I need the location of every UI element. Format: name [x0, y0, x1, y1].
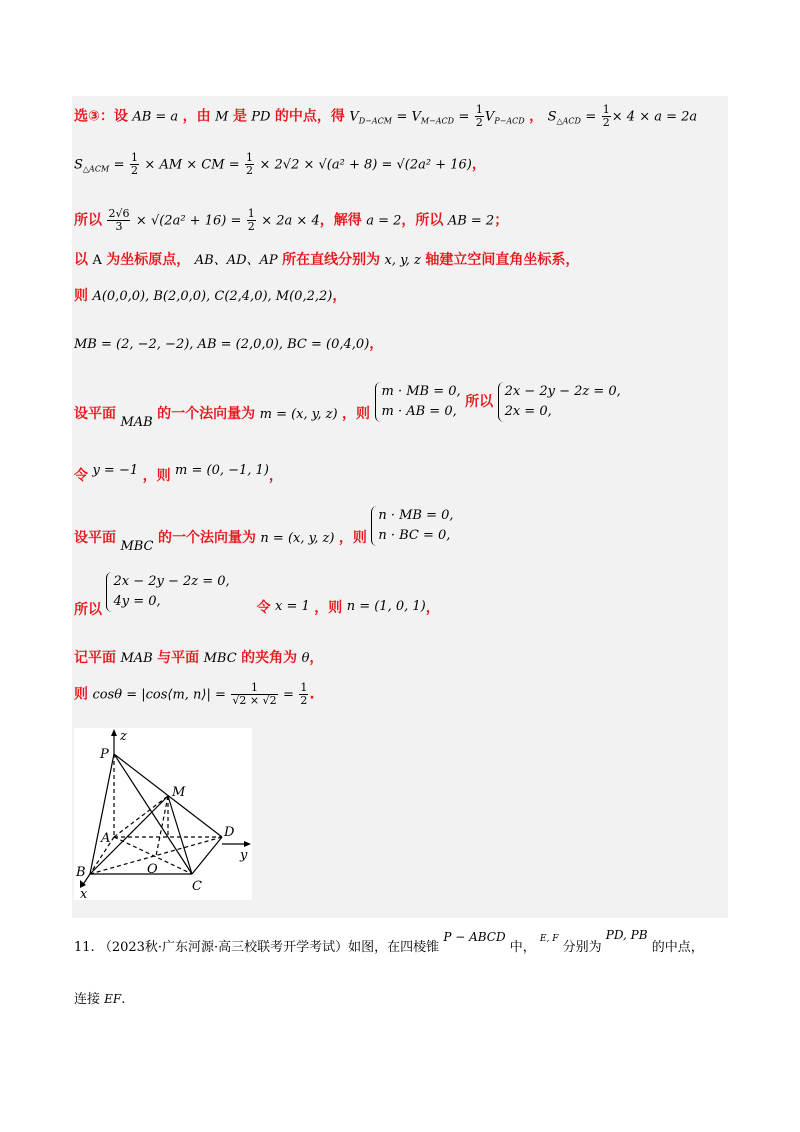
- question-number: 11.: [74, 940, 95, 955]
- solution-line-8: [74, 460, 283, 484]
- solution-line-9: [74, 506, 454, 554]
- fraction: $\frac{1}{2}$: [602, 103, 610, 129]
- math: × 4 × a = 2a: [611, 109, 698, 125]
- edge-CD: [192, 837, 222, 874]
- text: ；: [494, 212, 509, 229]
- solution-line-1: [74, 104, 697, 132]
- question-11-line-2: [74, 988, 125, 1007]
- question-source: （2023秋·广东河源·高三校联考开学考试）如图，在四棱锥: [98, 940, 440, 955]
- text: 的一个法向量为: [157, 530, 256, 546]
- text: 则: [74, 288, 88, 304]
- label-D: D: [224, 825, 235, 840]
- math: cosθ = |cos⟨m, n⟩| =: [92, 687, 226, 703]
- text: 连接: [74, 992, 101, 1007]
- solution-line-12: [74, 682, 315, 707]
- math: =: [283, 687, 294, 703]
- text: ，: [529, 108, 544, 125]
- math: x, y, z: [384, 253, 421, 268]
- math: P − ABCD: [443, 930, 506, 944]
- math: A: [92, 253, 102, 268]
- math: × 2√2 × √(a² + 8) = √(2a² + 16): [259, 157, 472, 173]
- edge-AM: [114, 796, 168, 837]
- math-sub: △ACD: [556, 116, 581, 126]
- fraction: $\frac{1}{2}$: [246, 151, 254, 177]
- math: m = (x, y, z): [259, 407, 338, 422]
- text: 令: [74, 468, 88, 484]
- math: × 2a × 4: [261, 213, 320, 229]
- math: MAB: [120, 415, 153, 430]
- math: m = (0, −1, 1): [175, 463, 269, 478]
- text: 所以: [465, 394, 494, 410]
- solution-line-5: [74, 286, 346, 307]
- equation-system: m · MB = 0, m · AB = 0,: [375, 382, 461, 422]
- math-sub: P−ACD: [494, 116, 525, 126]
- text: 记平面: [74, 650, 116, 666]
- text: 的一个法向量为: [157, 406, 256, 422]
- text: ，: [369, 336, 384, 352]
- fraction: $\frac{1}{2}$: [130, 151, 138, 177]
- math-sub: D−ACM: [358, 116, 392, 126]
- math-sub: M−ACD: [420, 116, 455, 126]
- text: .: [121, 992, 126, 1007]
- equation-system: 2x − 2y − 2z = 0, 2x = 0,: [498, 382, 621, 422]
- pyramid-figure: [74, 728, 252, 900]
- pyramid-diagram: [74, 728, 252, 900]
- math: AB = a: [132, 109, 179, 125]
- label-A: A: [101, 831, 111, 846]
- text: 所以: [74, 602, 102, 618]
- label-O: O: [147, 862, 158, 877]
- math: θ: [301, 651, 310, 666]
- math: EF: [104, 992, 122, 1006]
- text: ，: [309, 650, 324, 666]
- text: 轴建立空间直角坐标系，: [425, 252, 580, 268]
- text: ，: [425, 600, 440, 616]
- solution-line-6: [74, 334, 383, 355]
- label-C: C: [192, 879, 202, 894]
- text: 设平面: [74, 406, 116, 422]
- label-M: M: [172, 785, 186, 800]
- label-B: B: [76, 865, 86, 880]
- solution-line-2: [74, 152, 486, 180]
- label-x: x: [80, 887, 88, 900]
- solution-line-11: [74, 648, 323, 669]
- text: ，则: [142, 468, 171, 484]
- math: x = 1: [275, 599, 310, 614]
- text: 中，: [509, 940, 536, 955]
- text: ，: [471, 156, 486, 173]
- text: 则: [74, 686, 88, 703]
- math: a = 2: [366, 213, 402, 229]
- math: PD, PB: [605, 928, 648, 942]
- text: 设平面: [74, 530, 116, 546]
- equation-system: 2x − 2y − 2z = 0, 4y = 0,: [106, 572, 229, 612]
- math: AB、AD、AP: [194, 253, 278, 268]
- text: 所在直线分别为: [282, 252, 381, 268]
- math: A(0,0,0), B(2,0,0), C(2,4,0), M(0,2,2): [92, 289, 333, 304]
- math: × AM × CM =: [144, 157, 240, 173]
- math: y = −1: [92, 463, 139, 478]
- text: ，则: [314, 600, 343, 616]
- edge-CM: [168, 796, 192, 874]
- text: 的夹角为: [241, 650, 298, 666]
- math-sub: △ACM: [82, 164, 110, 174]
- text: 以: [74, 252, 88, 268]
- math: M: [215, 109, 229, 125]
- math: MB = (2, −2, −2), AB = (2,0,0), BC = (0,4,0): [74, 337, 370, 352]
- math: × √(2a² + 16) =: [135, 213, 242, 229]
- question-11-line-1: [74, 928, 704, 955]
- text: ，解得: [319, 212, 362, 229]
- text: 为坐标原点，: [106, 252, 191, 268]
- fraction: $\frac{1}{2}$: [475, 103, 483, 129]
- text: 的中点，: [651, 940, 704, 955]
- math: =: [585, 109, 597, 125]
- text: ，所以: [401, 212, 444, 229]
- math: n = (1, 0, 1): [346, 599, 426, 614]
- text: 与平面: [157, 650, 200, 666]
- label-z: z: [120, 729, 127, 744]
- text: 是: [232, 108, 247, 125]
- math: =: [113, 157, 125, 173]
- text: ，则: [342, 406, 371, 422]
- text: ，由: [182, 108, 211, 125]
- math: PD: [251, 109, 271, 125]
- fraction: $\frac{1}{2}$: [247, 207, 255, 233]
- solution-line-3: [74, 208, 508, 233]
- math: MAB: [120, 651, 153, 666]
- fraction: $\frac{2√6}{3}$: [108, 207, 130, 233]
- math: MBC: [120, 539, 154, 554]
- solution-line-4: [74, 250, 579, 271]
- label-P: P: [100, 747, 109, 762]
- math: = V: [396, 109, 421, 125]
- text: .: [309, 686, 315, 703]
- text: 分别为: [562, 940, 602, 955]
- math: V: [484, 109, 495, 125]
- text: 令: [256, 600, 271, 616]
- text: ，: [332, 288, 347, 304]
- math: E, F: [539, 934, 559, 944]
- text: 选③：设: [74, 108, 128, 125]
- math: n = (x, y, z): [260, 531, 335, 546]
- math: S: [74, 157, 83, 173]
- edge-MO: [156, 796, 168, 856]
- math: V: [349, 109, 359, 125]
- z-arrow: [111, 729, 117, 736]
- fraction: $\frac{1}{√2 \times √2}$: [232, 681, 277, 707]
- text: 的中点，得: [274, 108, 345, 125]
- math: =: [458, 109, 470, 125]
- text: 所以: [74, 212, 102, 229]
- equation-system: n · MB = 0, n · BC = 0,: [371, 506, 453, 546]
- math: S: [547, 109, 557, 125]
- math: AB = 2: [447, 213, 495, 229]
- math: MBC: [203, 651, 237, 666]
- text: ，则: [338, 530, 367, 546]
- solution-line-10: [74, 576, 440, 616]
- fraction: $\frac{1}{2}$: [300, 681, 308, 707]
- y-arrow: [244, 841, 251, 847]
- solution-line-7: [74, 382, 621, 430]
- label-y: y: [240, 848, 248, 863]
- text: ，: [268, 468, 283, 484]
